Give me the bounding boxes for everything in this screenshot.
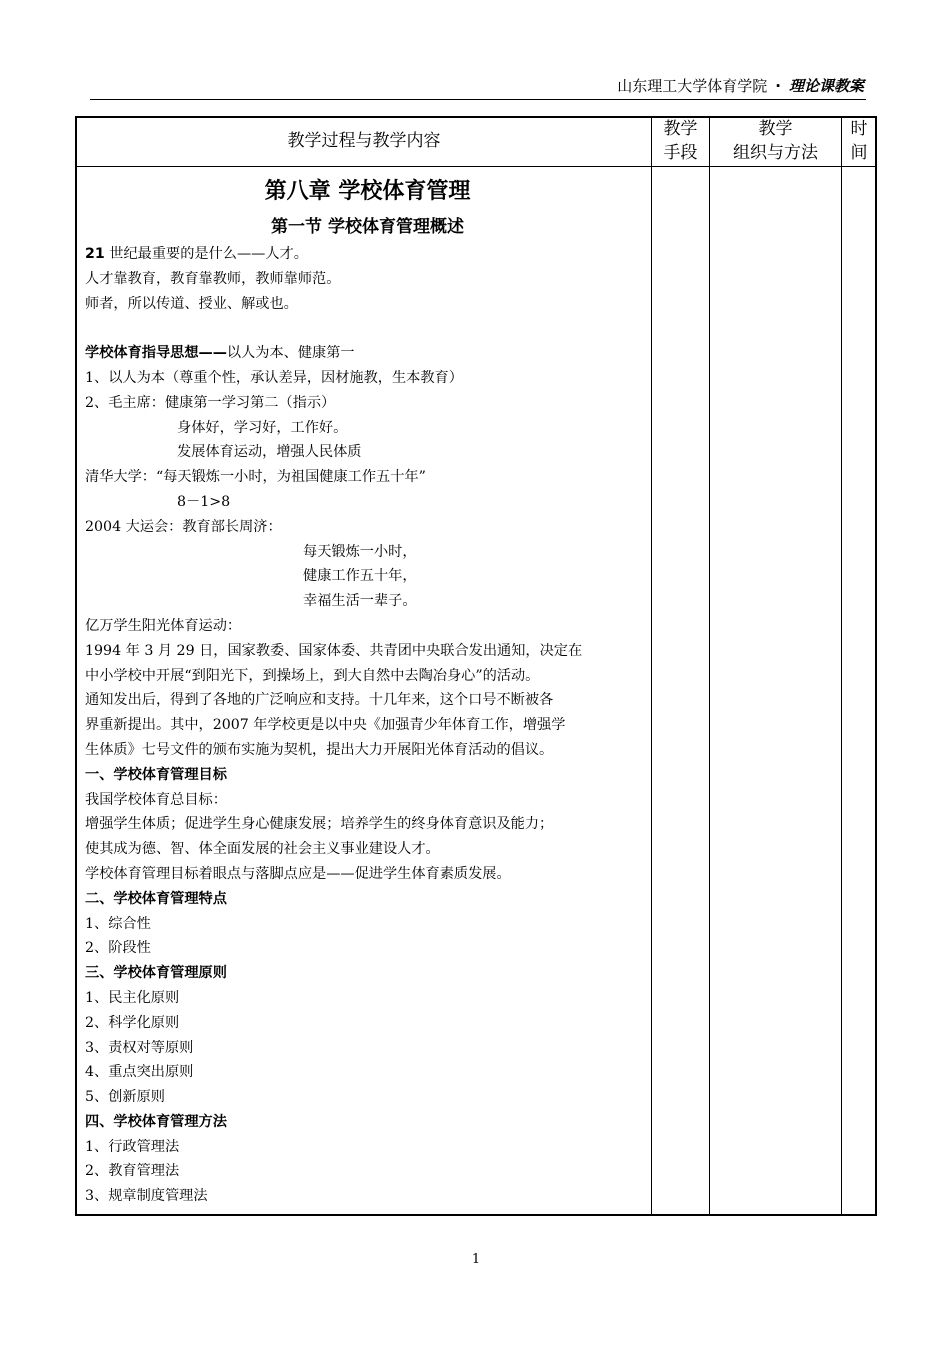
list-item: 2、教育管理法 (85, 1163, 180, 1180)
spacer (85, 316, 650, 341)
header-means: 教学 手段 (663, 119, 698, 163)
paragraph-line-2: 中小学校中开展“到阳光下，到操场上，到大自然中去陶冶身心”的活动。 (85, 667, 540, 684)
column-divider-3 (841, 116, 842, 1216)
intro-line-3: 师者，所以传道、授业、解或也。 (85, 295, 298, 312)
column-divider-2 (709, 116, 710, 1216)
list-item: 1、行政管理法 (85, 1138, 180, 1155)
list-item: 4、重点突出原则 (85, 1064, 194, 1081)
heading-methods: 四、学校体育管理方法 (85, 1113, 227, 1130)
paragraph-line-5: 生体质》七号文件的颁布实施为契机，提出大力开展阳光体育活动的倡议。 (85, 741, 554, 758)
header-rule (90, 99, 866, 100)
intro-line: 21 世纪最重要的是什么——人才。 (85, 246, 308, 262)
guiding-thought: 学校体育指导思想——以人为本、健康第一 (85, 345, 355, 362)
header-teaching-content: 教学过程与教学内容 (287, 131, 441, 151)
chapter-title: 第八章 学校体育管理 (264, 179, 471, 204)
meeting-quote-2: 健康工作五十年， (303, 568, 417, 585)
meeting-line: 2004 大运会：教育部长周济： (85, 518, 282, 535)
page-number: 1 (471, 1252, 481, 1267)
goals-line-1: 我国学校体育总目标： (85, 791, 227, 808)
goals-line-4: 学校体育管理目标着眼点与落脚点应是——促进学生体育素质发展。 (85, 865, 511, 882)
section-title: 第一节 学校体育管理概述 (271, 217, 464, 237)
guide-item-2a: 身体好，学习好，工作好。 (177, 419, 348, 436)
list-item: 3、规章制度管理法 (85, 1188, 208, 1205)
meeting-quote-1: 每天锻炼一小时， (303, 543, 417, 560)
header-subtitle: 理论课教案 (788, 77, 864, 95)
column-divider-1 (651, 116, 652, 1216)
list-item: 2、科学化原则 (85, 1014, 180, 1031)
header-organization: 教学 组织与方法 (733, 119, 818, 163)
goals-line-2: 增强学生体质；促进学生身心健康发展；培养学生的终身体育意识及能力； (85, 816, 554, 833)
header-row-divider (75, 166, 877, 167)
page-header (90, 74, 864, 98)
list-item: 3、责权对等原则 (85, 1039, 194, 1056)
paragraph-line-4: 界重新提出。其中，2007 年学校更是以中央《加强青少年体育工作，增强学 (85, 717, 566, 734)
list-item: 2、阶段性 (85, 940, 151, 957)
qinghua-equation: 8－1>8 (177, 493, 231, 510)
paragraph-line-3: 通知发出后，得到了各地的广泛响应和支持。十几年来，这个口号不断被各 (85, 692, 554, 709)
sunshine-heading: 亿万学生阳光体育运动： (85, 617, 242, 634)
heading-features: 二、学校体育管理特点 (85, 890, 227, 907)
header-time: 时 间 (850, 119, 868, 163)
qinghua-quote: 清华大学：“每天锻炼一小时，为祖国健康工作五十年” (85, 469, 426, 486)
school-name: 山东理工大学体育学院 (617, 77, 768, 95)
heading-principles: 三、学校体育管理原则 (85, 965, 227, 982)
intro-line-2: 人才靠教育，教育靠教师，教师靠师范。 (85, 270, 341, 287)
lesson-content (85, 170, 650, 1209)
meeting-quote-3: 幸福生活一辈子。 (303, 593, 417, 610)
goals-line-3: 使其成为德、智、体全面发展的社会主义事业建设人才。 (85, 841, 440, 858)
header-separator: · (775, 77, 781, 95)
paragraph-line-1: 1994 年 3 月 29 日，国家教委、国家体委、共青团中央联合发出通知，决定在 (85, 642, 583, 659)
heading-goals: 一、学校体育管理目标 (85, 766, 227, 783)
list-item: 5、创新原则 (85, 1089, 165, 1106)
list-item: 1、民主化原则 (85, 989, 180, 1006)
guide-item-2: 2、毛主席：健康第一学习第二（指示） (85, 394, 336, 411)
guide-item-2b: 发展体育运动，增强人民体质 (177, 444, 362, 461)
guide-item-1: 1、以人为本（尊重个性，承认差异，因材施教，生本教育） (85, 369, 463, 386)
list-item: 1、综合性 (85, 915, 151, 932)
